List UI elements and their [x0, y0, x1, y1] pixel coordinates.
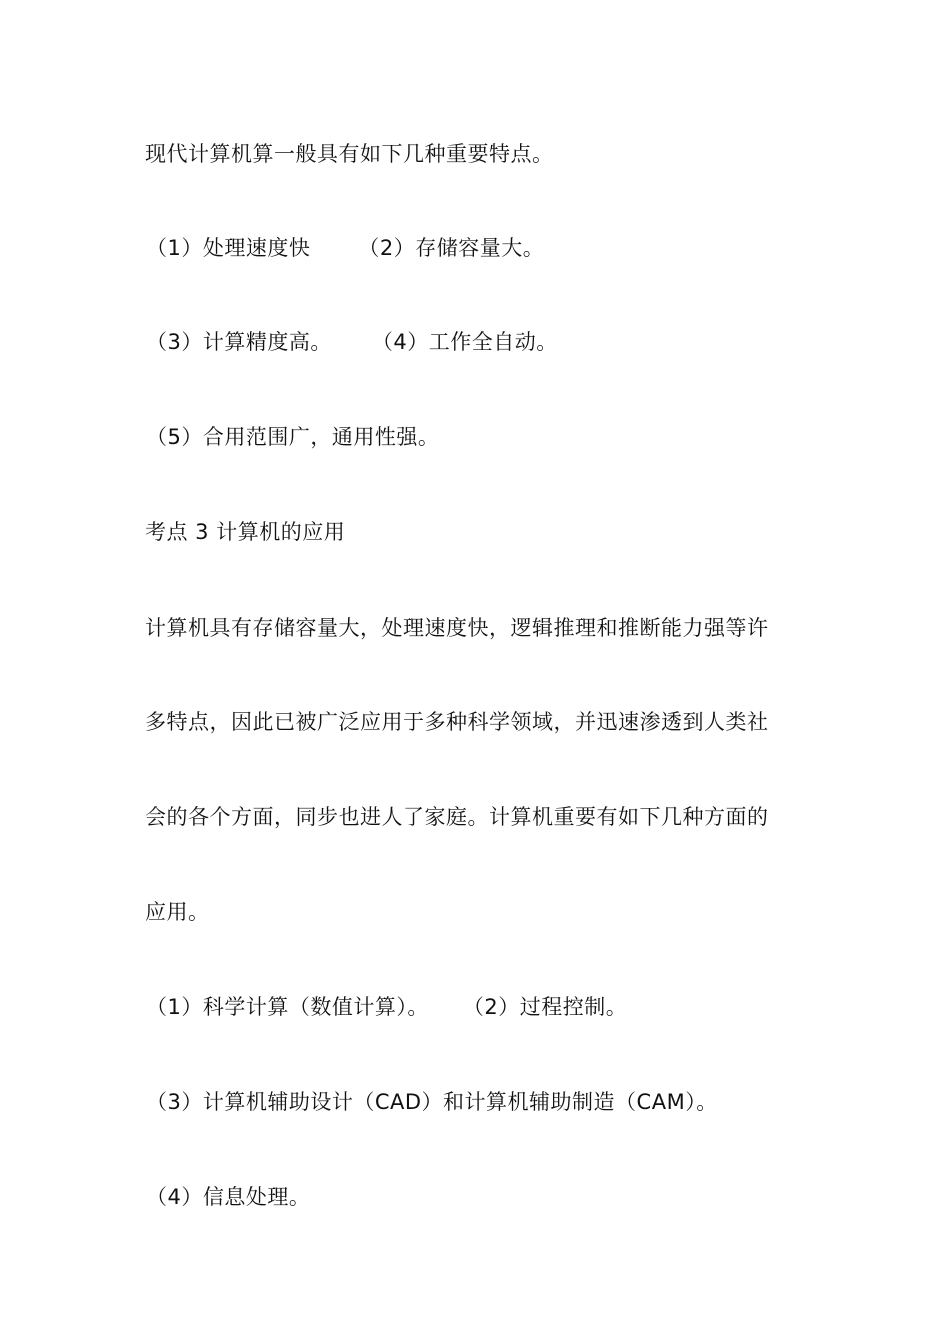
- application-item-2: （2）过程控制。: [462, 995, 628, 1019]
- feature-item-2: （2）存储容量大。: [358, 236, 545, 260]
- paragraph-intro: 现代计算机算一般具有如下几种重要特点。: [145, 142, 554, 166]
- section-heading: 考点 3 计算机的应用: [145, 520, 346, 544]
- paragraph-line-2: 多特点，因此已被广泛应用于多种科学领域，并迅速渗透到人类社: [145, 710, 769, 734]
- application-item-4: （4）信息处理。: [146, 1185, 311, 1209]
- paragraph-line-3: 会的各个方面，同步也进人了家庭。计算机重要有如下几种方面的: [145, 805, 769, 829]
- application-list-row-1: [146, 993, 627, 1021]
- feature-item-4: （4）工作全自动。: [371, 330, 558, 354]
- feature-item-3: （3）计算精度高。: [146, 330, 332, 354]
- paragraph-line-4: 应用。: [145, 900, 210, 924]
- application-item-3: （3）计算机辅助设计（CAD）和计算机辅助制造（CAM）。: [146, 1090, 718, 1114]
- feature-item-1: （1）处理速度快: [146, 236, 311, 260]
- feature-list-row-2: [146, 328, 558, 356]
- application-item-1: （1）科学计算（数值计算）。: [146, 995, 429, 1019]
- feature-list-row-1: [146, 234, 544, 262]
- feature-item-5: （5）合用范围广，通用性强。: [146, 425, 440, 449]
- paragraph-line-1: 计算机具有存储容量大，处理速度快，逻辑推理和推断能力强等许: [145, 616, 769, 640]
